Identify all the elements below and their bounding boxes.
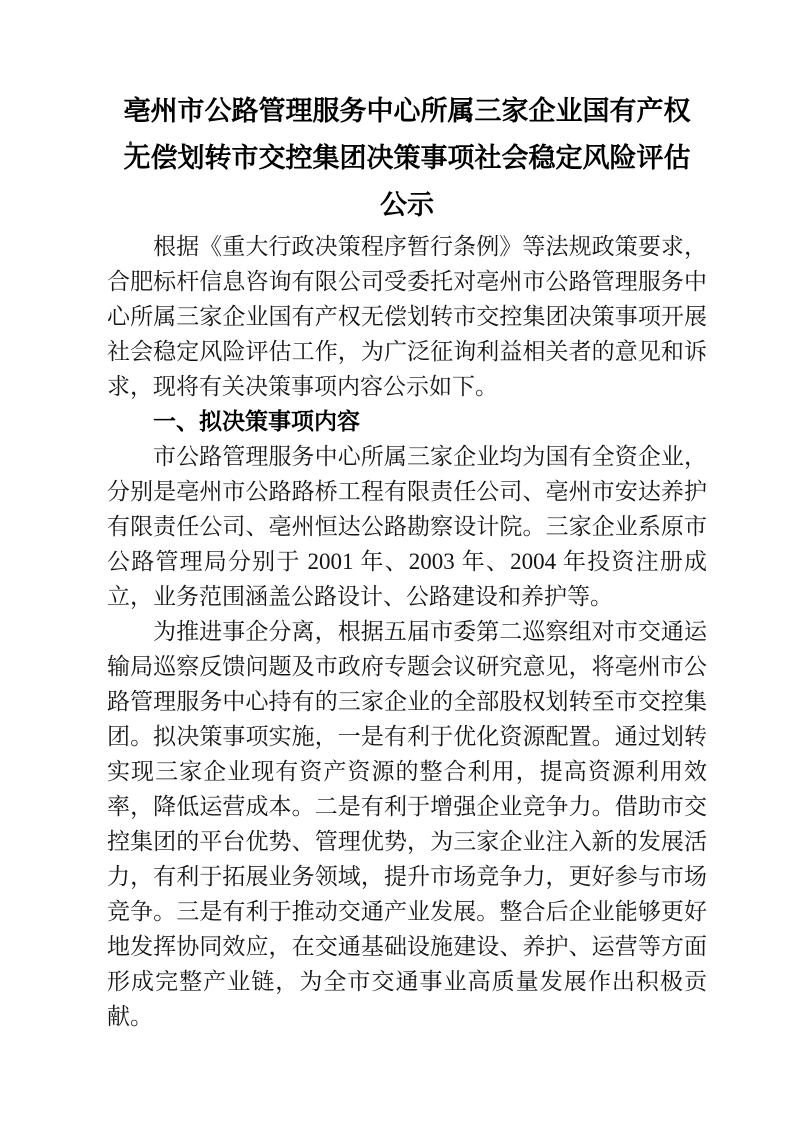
document-body [107,229,707,1034]
section1-paragraph-2: 为推进事企分离，根据五届市委第二巡察组对市交通运输局巡察反馈问题及市政府专题会议研究意见，将亳州市公路管理服务中心持有的三家企业的全部股权划转至市交控集团。拟决策事项实施，一是有利于优化资源配置。通过划转实现三家企业现有资产资源的整合利用，提高资源利用效率，降低运营成本。二是有利于增强企业竞争力。借助市交控集团的平台优势、管理优势，为三家企业注入新的发展活力，有利于拓展业务领域，提升市场竞争力，更好参与市场竞争。三是有利于推动交通产业发展。整合后企业能够更好地发挥协同效应，在交通基础设施建设、养护、运营等方面形成完整产业链，为全市交通事业高质量发展作出积极贡献。 [107,619,707,1029]
intro-paragraph: 根据《重大行政决策程序暂行条例》等法规政策要求，合肥标杆信息咨询有限公司受委托对亳州市公路管理服务中心所属三家企业国有产权无偿划转市交控集团决策事项开展社会稳定风险评估工作，为广泛征询利益相关者的意见和诉求，现将有关决策事项内容公示如下。 [107,234,707,399]
document-title [107,88,707,229]
section1-heading: 一、拟决策事项内容 [153,409,360,434]
document-title-line-2: 无偿划转市交控集团决策事项社会稳定风险评估 [123,143,691,173]
document-title-line-1: 亳州市公路管理服务中心所属三家企业国有产权 [123,96,691,126]
section1-paragraph-1: 市公路管理服务中心所属三家企业均为国有全资企业，分别是亳州市公路路桥工程有限责任公司、亳州市安达养护有限责任公司、亳州恒达公路勘察设计院。三家企业系原市公路管理局分别于 2001 年、2003 年、2004 年投资注册成立，业务范围涵盖公路设计、公路建设和养护等。 [107,444,707,609]
document-content [107,0,707,1034]
document-title-line-3: 公示 [380,190,434,220]
